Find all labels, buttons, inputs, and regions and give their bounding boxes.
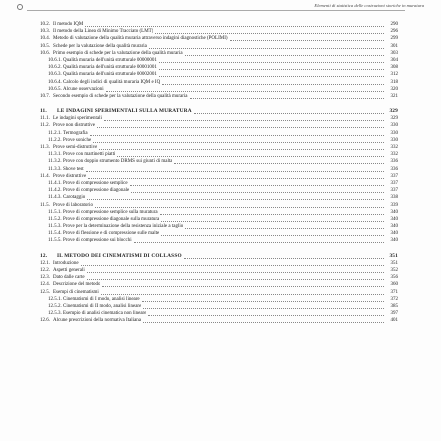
toc-entry-number: 12.1.	[40, 260, 50, 266]
toc-entry-page: 401	[390, 318, 398, 324]
toc-entry-number: 12.4.	[40, 282, 50, 288]
toc-entry[interactable]	[40, 281, 398, 288]
dot-leader	[117, 154, 384, 157]
dot-leader	[101, 292, 384, 295]
toc-entry-number: 10.6.3.	[48, 72, 62, 78]
toc-entry-title: Cinematismi di II modo, analisi lineare	[63, 303, 142, 309]
toc-entry[interactable]	[40, 230, 398, 237]
toc-entry-page: 320	[390, 86, 398, 92]
toc-entry-number: 12.2.	[40, 268, 50, 273]
toc-entry-number: 11.5.4.	[48, 231, 62, 237]
dot-leader	[87, 270, 384, 273]
toc-entry-number: 11.3.2.	[48, 159, 62, 165]
toc-entry-page: 338	[390, 195, 398, 201]
dot-leader	[130, 183, 384, 186]
toc-entry-number: 11.3.	[40, 145, 50, 150]
toc-entry-page: 321	[390, 93, 398, 99]
toc-entry-page: 339	[390, 202, 398, 208]
dot-leader	[131, 190, 384, 193]
toc-entry-title: LE INDAGINI SPERIMENTALI SULLA MURATURA	[57, 108, 192, 115]
toc-entry-title: Prove di flessione e di compressione sulle malte	[63, 231, 160, 237]
toc-entry[interactable]	[40, 35, 398, 42]
toc-entry-title: Alcune prescrizioni della normativa Italiana	[53, 318, 142, 324]
toc-entry-title: Prove di compressione sui blocchi	[63, 238, 132, 244]
dot-leader	[159, 60, 384, 63]
toc-entry[interactable]	[40, 253, 398, 260]
toc-entry[interactable]	[40, 296, 398, 303]
toc-entry[interactable]	[40, 122, 398, 129]
toc-entry-page: 340	[390, 238, 398, 244]
toc-entry-title: Prove di compressione diagonale sulla muratura	[63, 216, 160, 222]
dot-leader	[185, 226, 384, 229]
running-header: Elementi di statistica delle costruzioni storiche in muratura	[314, 3, 424, 8]
dot-leader	[97, 125, 384, 128]
dot-leader	[99, 147, 384, 150]
toc-entry-number: 11.	[40, 108, 47, 115]
toc-entry-page: 296	[390, 29, 398, 35]
toc-entry[interactable]	[40, 303, 398, 310]
toc-entry-title: Dato dalle carte	[53, 275, 85, 281]
toc-entry-title: Prove di compressione diagonale	[63, 188, 130, 194]
toc-entry-number: 11.4.3.	[48, 195, 62, 201]
toc-entry-page: 336	[390, 159, 398, 165]
toc-entry-page: 308	[390, 65, 398, 71]
toc-entry[interactable]	[40, 194, 398, 201]
dot-leader	[104, 118, 384, 121]
dot-leader	[194, 111, 384, 114]
dot-leader	[85, 24, 384, 27]
toc-entry[interactable]	[40, 180, 398, 187]
dot-leader	[102, 284, 384, 287]
toc-entry[interactable]	[40, 187, 398, 194]
toc-entry-title: Il metodo della Linea di Minimo Tracciato (LMT)	[53, 29, 154, 35]
dot-leader	[90, 133, 384, 136]
toc-entry-page: 337	[390, 180, 398, 186]
toc-entry-title: Introduzione	[53, 260, 79, 266]
toc-entry[interactable]	[40, 151, 398, 158]
toc-entry-number: 12.5.3.	[48, 311, 62, 317]
toc-entry-page: 351	[390, 260, 398, 266]
toc-entry-number: 11.5.5.	[48, 238, 62, 244]
toc-entry-number: 12.6.	[40, 318, 50, 324]
toc-entry-number: 10.3.	[40, 29, 50, 35]
toc-entry[interactable]	[40, 223, 398, 230]
toc-entry-title: Prove con martinetti piatti	[63, 152, 116, 158]
toc-entry-page: 340	[390, 209, 398, 215]
dot-leader	[155, 31, 384, 34]
toc-entry-title: Prove con doppio strumento DRMS sui giunti di malta	[63, 159, 173, 165]
toc-entry-page: 312	[390, 72, 398, 78]
dot-leader	[86, 169, 384, 172]
toc-entry-title: Descrizione del metodo	[53, 282, 101, 288]
toc-entry-title: Cinematismi di I modo, analisi lineare	[63, 296, 140, 302]
toc-entry-page: 356	[390, 275, 398, 281]
toc-entry-number: 10.6.4.	[48, 79, 62, 85]
toc-entry-number: 11.3.1.	[48, 152, 62, 158]
dot-leader	[159, 74, 384, 77]
toc-entry-title: Qualità muraria dell'unità strutturale 00000001	[63, 57, 157, 63]
toc-entry-number: 11.4.1.	[48, 180, 62, 186]
toc-entry-page: 332	[390, 145, 398, 150]
toc-entry-title: Qualità muraria dell'unità strutturale 00001001	[63, 65, 157, 71]
toc-entry[interactable]	[40, 86, 398, 93]
toc-entry-title: Prove distruttive	[53, 173, 87, 179]
toc-entry[interactable]	[40, 79, 398, 86]
toc-entry-title: Prove semi-distruttive	[53, 145, 98, 150]
toc-entry[interactable]	[40, 173, 398, 180]
toc-entry-number: 11.4.2.	[48, 188, 62, 194]
toc-entry[interactable]	[40, 202, 398, 209]
toc-entry[interactable]	[40, 317, 398, 324]
dot-leader	[161, 233, 384, 236]
toc-entry-title: Il metodo IQM	[53, 22, 84, 27]
dot-leader	[134, 240, 384, 243]
toc-entry[interactable]	[40, 137, 398, 144]
dot-leader	[159, 67, 384, 70]
toc-entry-number: 11.2.	[40, 123, 50, 129]
dot-leader	[106, 89, 384, 92]
dot-leader	[143, 306, 384, 309]
dot-leader	[87, 277, 384, 280]
toc-entry-page: 371	[390, 289, 398, 295]
toc-entry-title: Prove di laboratorio	[53, 202, 93, 208]
toc-entry[interactable]	[40, 166, 398, 173]
toc-entry-title: Esempi di cinematismi	[53, 289, 99, 295]
toc-entry-page: 332	[390, 152, 398, 158]
toc-entry-page: 329	[389, 108, 398, 115]
toc-entry-number: 11.5.2.	[48, 216, 62, 222]
toc-entry-page: 304	[390, 57, 398, 63]
toc-entry-page: 318	[390, 79, 398, 85]
toc-entry-title: Prove di compressione semplice sulla muratura	[63, 209, 158, 215]
toc-entry[interactable]	[40, 274, 398, 281]
toc-entry[interactable]	[40, 50, 398, 57]
toc-entry-number: 11.5.1.	[48, 209, 62, 215]
toc-entry[interactable]	[40, 310, 398, 317]
toc-entry-title: Qualità muraria dell'unità strutturale 00002001	[63, 72, 157, 78]
toc-entry[interactable]	[40, 71, 398, 78]
toc-entry-title: Prove soniche	[63, 137, 92, 143]
toc-entry-title: Alcune osservazioni	[63, 86, 104, 92]
toc-entry-title: Calcolo degli indici di qualità muraria IQM e IQ	[63, 79, 161, 85]
toc-entry-title: Primo esempio di schede per la valutazione della qualità muraria	[53, 50, 183, 56]
dot-leader	[81, 263, 384, 266]
dot-leader	[174, 161, 384, 164]
toc-entry-page: 385	[390, 303, 398, 309]
toc-entry[interactable]	[40, 64, 398, 71]
dot-leader	[185, 53, 384, 56]
dot-leader	[190, 96, 384, 99]
toc-entry-page: 330	[390, 123, 398, 129]
dot-leader	[184, 256, 384, 259]
toc-entry[interactable]	[40, 237, 398, 244]
toc-entry-number: 12.5.	[40, 289, 50, 295]
toc-entry-number: 10.6.5.	[48, 86, 62, 92]
toc-entry-page: 301	[390, 43, 398, 49]
toc-entry-title: Termografia	[63, 130, 88, 136]
toc-entry-title: Shove test	[63, 166, 84, 172]
toc-entry-page: 372	[390, 296, 398, 302]
toc-entry-title: Prove per la determinazione della resistenza iniziale a taglio	[63, 224, 184, 230]
toc-entry-number: 10.2.	[40, 22, 50, 27]
toc-entry-page: 336	[390, 166, 398, 172]
toc-entry[interactable]	[40, 28, 398, 35]
toc-entry[interactable]	[40, 108, 398, 115]
toc-entry[interactable]	[40, 158, 398, 165]
toc-entry-title: Aspetti generali	[53, 268, 85, 273]
toc-entry-number: 10.6.	[40, 50, 50, 56]
toc-entry-number: 10.5.	[40, 43, 50, 49]
toc-entry-page: 340	[390, 231, 398, 237]
toc-entry-page: 337	[390, 173, 398, 179]
toc-entry-page: 340	[390, 216, 398, 222]
toc-entry-title: Metodo di valutazione della qualità muraria attraverso indagini diagnostiche (POLIMI)	[53, 36, 228, 42]
toc-entry-page: 299	[390, 36, 398, 42]
toc-entry-number: 11.3.3.	[48, 166, 62, 172]
toc-entry[interactable]	[40, 115, 398, 122]
toc-entry[interactable]	[40, 144, 398, 151]
dot-leader	[161, 219, 384, 222]
table-of-contents	[40, 21, 398, 325]
toc-entry[interactable]	[40, 93, 398, 100]
dot-leader	[143, 320, 384, 323]
toc-entry[interactable]	[40, 216, 398, 223]
toc-entry[interactable]	[40, 43, 398, 50]
header-rule	[27, 10, 405, 11]
toc-entry[interactable]	[40, 260, 398, 267]
toc-entry-title: Secondo esempio di schede per la valutazione della qualità muraria	[53, 93, 188, 99]
toc-entry-number: 10.7.	[40, 93, 50, 99]
toc-entry-number: 11.4.	[40, 173, 50, 179]
toc-entry-page: 340	[390, 224, 398, 230]
toc-entry-page: 360	[390, 282, 398, 288]
toc-entry-number: 11.1.	[40, 116, 50, 122]
dot-leader	[160, 212, 384, 215]
toc-entry-title: Prove non distruttive	[53, 123, 95, 129]
toc-entry-title: Carotaggio	[63, 195, 86, 201]
toc-entry-page: 337	[390, 188, 398, 194]
toc-entry-title: Prove di compressione semplice	[63, 180, 128, 186]
toc-entry[interactable]	[40, 21, 398, 28]
toc-entry[interactable]	[40, 289, 398, 296]
toc-entry[interactable]	[40, 267, 398, 274]
dot-leader	[230, 38, 384, 41]
dot-leader	[149, 46, 384, 49]
toc-entry-number: 11.2.1.	[48, 130, 62, 136]
toc-entry-title: IL METODO DEI CINEMATISMI DI COLLASSO	[57, 252, 182, 259]
toc-entry[interactable]	[40, 130, 398, 137]
toc-entry-title: Le indagini sperimentali	[53, 116, 102, 122]
toc-entry-page: 303	[390, 50, 398, 56]
toc-entry-page: 352	[390, 268, 398, 273]
toc-entry-number: 12.3.	[40, 275, 50, 281]
toc-entry-number: 12.5.2.	[48, 303, 62, 309]
toc-entry-page: 351	[389, 252, 398, 259]
dot-leader	[148, 313, 384, 316]
toc-entry-number: 11.5.3.	[48, 224, 62, 230]
dot-leader	[95, 205, 384, 208]
toc-entry-title: Esempio di analisi cinematica non lineare	[63, 311, 147, 317]
dot-leader	[93, 140, 384, 143]
toc-entry-number: 11.5.	[40, 202, 50, 208]
dot-leader	[162, 82, 384, 85]
toc-entry-page: 290	[390, 22, 398, 27]
dot-leader	[88, 176, 384, 179]
toc-entry-number: 11.2.2.	[48, 137, 62, 143]
toc-entry-page: 330	[390, 137, 398, 143]
toc-entry-number: 10.6.2.	[48, 65, 62, 71]
toc-entry-number: 10.6.1.	[48, 57, 62, 63]
dot-leader	[87, 197, 384, 200]
dot-leader	[142, 299, 384, 302]
toc-entry[interactable]	[40, 209, 398, 216]
toc-entry-number: 10.4.	[40, 36, 50, 42]
toc-entry-number: 12.	[40, 252, 48, 259]
toc-entry[interactable]	[40, 57, 398, 64]
toc-entry-page: 330	[390, 130, 398, 136]
toc-entry-page: 329	[390, 116, 398, 122]
toc-entry-page: 397	[390, 311, 398, 317]
toc-entry-title: Schede per la valutazione della qualità muraria	[53, 43, 147, 49]
toc-entry-number: 12.5.1.	[48, 296, 62, 302]
